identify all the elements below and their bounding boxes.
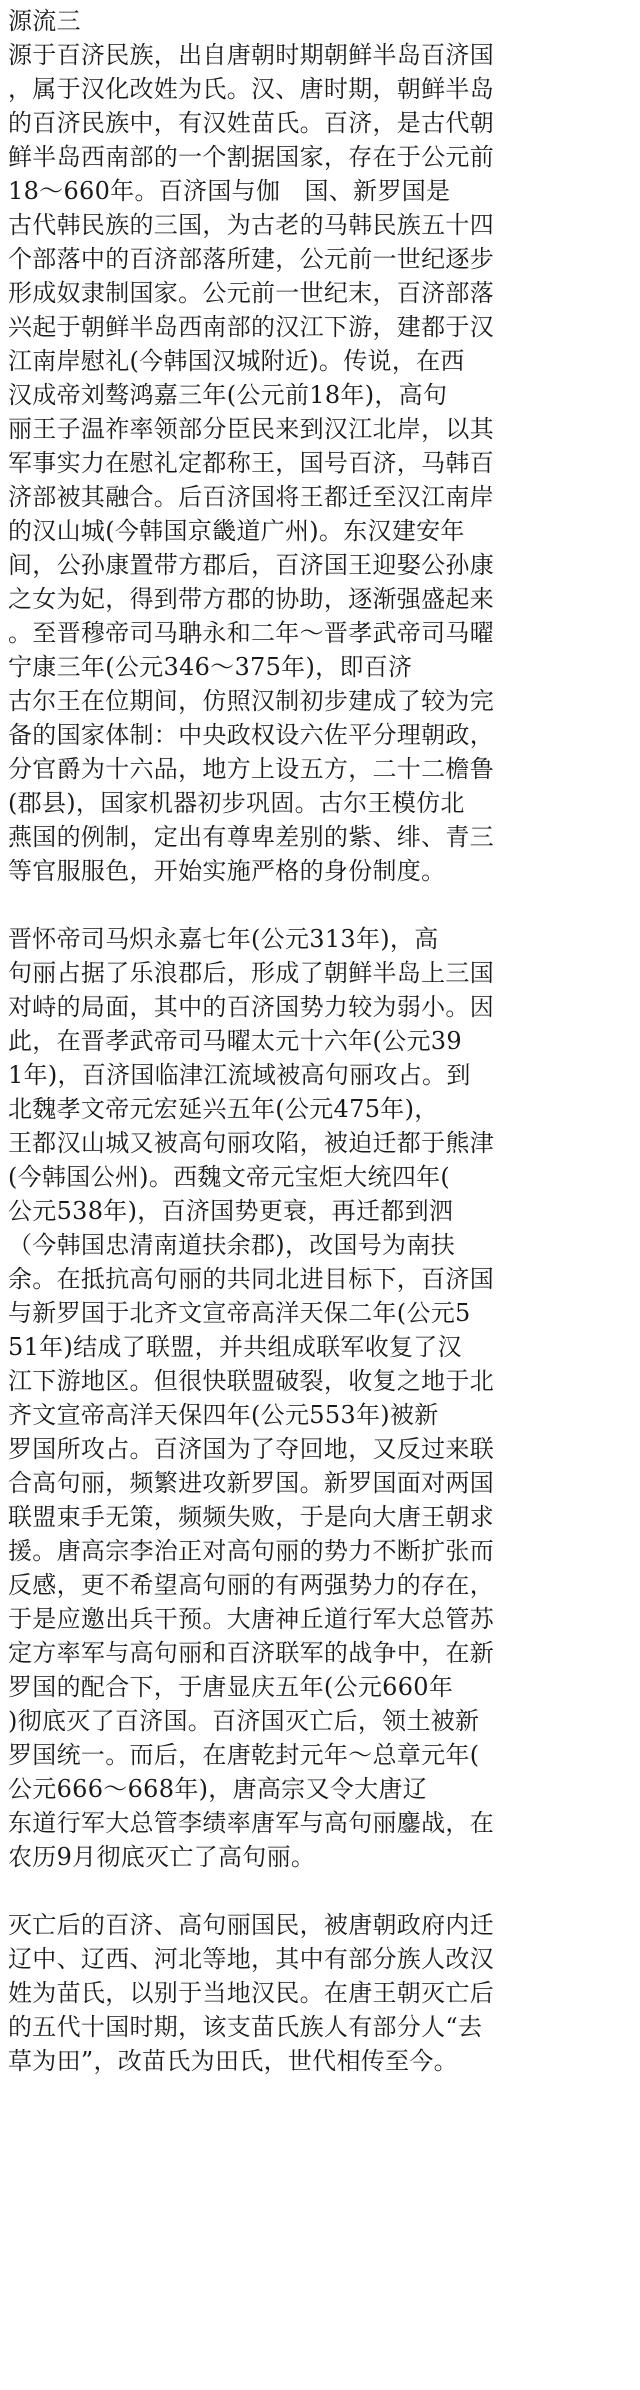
text-line: 反感，更不希望高句丽的有两强势力的存在， [8,1571,494,1599]
text-line: 对峙的局面，其中的百济国势力较为弱小。因 [8,993,494,1021]
text-line: 罗国的配合下，于唐显庆五年(公元660年 [8,1673,454,1701]
text-line: 源于百济民族，出自唐朝时期朝鲜半岛百济国 [8,41,494,69]
text-line: (郡县)，国家机器初步巩固。古尔王模仿北 [8,789,465,817]
text-line: (今韩国公州)。西魏文帝元宝炬大统四年( [8,1163,451,1191]
text-line: 此，在晋孝武帝司马曜太元十六年(公元39 [8,1027,462,1055]
paragraph [8,922,632,1874]
text-line: 与新罗国于北齐文宣帝高洋天保二年(公元5 [8,1299,471,1327]
text-line: 18～660年。百济国与伽 国、新罗国是 [8,177,451,205]
text-line: 丽王子温祚率领部分臣民来到汉江北岸，以其 [8,415,494,443]
text-line: ，属于汉化改姓为氏。汉、唐时期，朝鲜半岛 [8,75,494,103]
text-line: 之女为妃，得到带方郡的协助，逐渐强盛起来 [8,585,494,613]
text-line: 东道行军大总管李绩率唐军与高句丽鏖战，在 [8,1809,494,1837]
text-line: 古尔王在位期间，仿照汉制初步建成了较为完 [8,687,494,715]
text-line: 北魏孝文帝元宏延兴五年(公元475年)， [8,1095,439,1123]
text-line: 联盟束手无策，频频失败，于是向大唐王朝求 [8,1503,494,1531]
text-line: 军事实力在慰礼定都称王，国号百济，马韩百 [8,449,494,477]
text-line: 余。在抵抗高句丽的共同北进目标下，百济国 [8,1265,494,1293]
text-line: 合高句丽，频繁进攻新罗国。新罗国面对两国 [8,1469,494,1497]
text-line: （今韩国忠清南道扶余郡)，改国号为南扶 [8,1231,456,1259]
text-line: 的汉山城(今韩国京畿道广州)。东汉建安年 [8,517,465,545]
text-line: 公元666～668年)，唐高宗又令大唐辽 [8,1775,427,1803]
text-line: 形成奴隶制国家。公元前一世纪末，百济部落 [8,279,494,307]
text-line: 灭亡后的百济、高句丽国民，被唐朝政府内迁 [8,1911,494,1939]
text-line: 江下游地区。但很快联盟破裂，收复之地于北 [8,1367,494,1395]
text-line: 农历9月彻底灭亡了高句丽。 [8,1843,316,1871]
text-line: 鲜半岛西南部的一个割据国家，存在于公元前 [8,143,494,171]
text-line: 间，公孙康置带方郡后，百济国王迎娶公孙康 [8,551,494,579]
paragraph [8,1908,632,2078]
text-line: 的五代十国时期，该支苗氏族人有部分人“去 [8,2013,483,2041]
text-line: 等官服服色，开始实施严格的身份制度。 [8,857,446,885]
text-line: 公元538年)，百济国势更衰，再迁都到泗 [8,1197,454,1225]
text-line: 王都汉山城又被高句丽攻陷，被迫迁都于熊津 [8,1129,494,1157]
text-line: 辽中、辽西、河北等地，其中有部分族人改汉 [8,1945,494,1973]
paragraph-gap [8,888,632,922]
text-line: )彻底灭了百济国。百济国灭亡后，领土被新 [8,1707,480,1735]
text-line: 援。唐高宗李治正对高句丽的势力不断扩张而 [8,1537,494,1565]
text-line: 草为田”，改苗氏为田氏，世代相传至今。 [8,2047,458,2075]
text-line: 罗国统一。而后，在唐乾封元年～总章元年( [8,1741,480,1769]
text-line: 古代韩民族的三国，为古老的马韩民族五十四 [8,211,494,239]
text-line: 江南岸慰礼(今韩国汉城附近)。传说，在西 [8,347,465,375]
text-line: 姓为苗氏，以别于当地汉民。在唐王朝灭亡后 [8,1979,494,2007]
text-line: 1年)，百济国临津江流域被高句丽攻占。到 [8,1061,471,1089]
text-line: 句丽占据了乐浪郡后，形成了朝鲜半岛上三国 [8,959,494,987]
text-line: 的百济民族中，有汉姓苗氏。百济，是古代朝 [8,109,494,137]
text-line: 分官爵为十六品，地方上设五方，二十二檐鲁 [8,755,494,783]
text-line: 燕国的例制，定出有尊卑差别的紫、绯、青三 [8,823,494,851]
text-line: 济部被其融合。后百济国将王都迁至汉江南岸 [8,483,494,511]
text-line: 兴起于朝鲜半岛西南部的汉江下游，建都于汉 [8,313,494,341]
text-line: 晋怀帝司马炽永嘉七年(公元313年)，高 [8,925,439,953]
text-line: 于是应邀出兵干预。大唐神丘道行军大总管苏 [8,1605,494,1633]
text-line: 备的国家体制：中央政权设六佐平分理朝政， [8,721,494,749]
text-line: 个部落中的百济部落所建，公元前一世纪逐步 [8,245,494,273]
text-line: 51年)结成了联盟，并共组成联军收复了汉 [8,1333,462,1361]
text-line: 罗国所攻占。百济国为了夺回地，又反过来联 [8,1435,494,1463]
text-line: 。至晋穆帝司马聃永和二年～晋孝武帝司马曜 [8,619,494,647]
text-line: 宁康三年(公元346～375年)，即百济 [8,653,413,681]
document-title: 源流三 [8,7,81,35]
text-line: 汉成帝刘骜鸿嘉三年(公元前18年)，高句 [8,381,448,409]
paragraph [8,38,632,888]
text-line: 定方率军与高句丽和百济联军的战争中，在新 [8,1639,494,1667]
paragraph-gap [8,1874,632,1908]
text-line: 齐文宣帝高洋天保四年(公元553年)被新 [8,1401,439,1429]
